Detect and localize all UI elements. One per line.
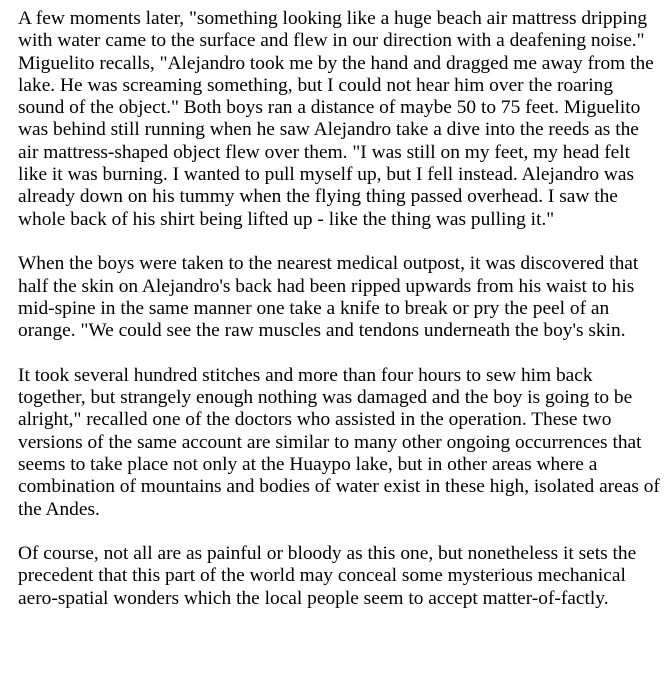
paragraph-conclusion: Of course, not all are as painful or bloody as this one, but nonetheless it sets the precedent that this part of the world may conceal some mysterious mechanical aero-spatial wonders which the local people seem to accept matter-of-factly. [18, 543, 637, 609]
paragraph-medical-outpost: When the boys were taken to the nearest medical outpost, it was discovered that half the skin on Alejandro's back had been ripped upwards from his waist to his mid-spine in the same manner one take a knife to break or pry the peel of an orange. "We could see the raw muscles and tendons underneath the boy's skin. [18, 253, 639, 342]
paragraph-escape: A few moments later, "something looking like a huge beach air mattress dripping with water came to the surface and flew in our direction with a deafening noise." Miguelito recalls, "Alejandro took me by the hand and dragged me away from the lake. He was screaming something, but I could not hear him over the roaring sound of the object." Both boys ran a distance of maybe 50 to 75 feet. Miguelito was behind still running when he saw Alejandro take a dive into the reeds as the air mattress-shaped object flew over them. "I was still on my feet, my head felt like it was burning. I wanted to pull myself up, but I fell instead. Alejandro was already down on his tummy when the flying thing passed overhead. I saw the whole back of his shirt being lifted up - like the thing was pulling it." [18, 8, 654, 230]
paragraph-operation: It took several hundred stitches and more than four hours to sew him back together, but strangely enough nothing was damaged and the boy is going to be alright," recalled one of the doctors who assisted in the operation. These two versions of the same account are similar to many other ongoing occurrences that seems to take place not only at the Huaypo lake, but in other areas where a combination of mountains and bodies of water exist in these high, isolated areas of the Andes. [18, 364, 660, 520]
